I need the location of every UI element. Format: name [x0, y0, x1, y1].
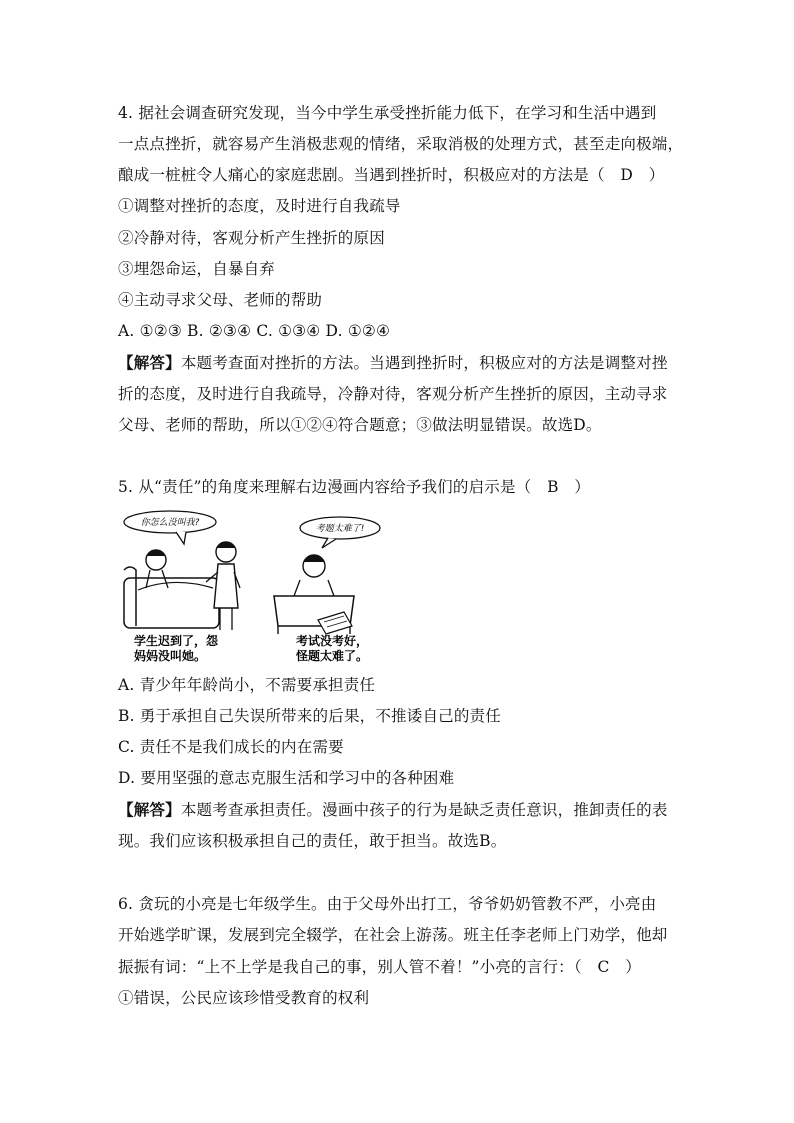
left-bubble-text: 你怎么没叫我?	[140, 518, 200, 528]
q5-stem: 5. 从“责任”的角度来理解右边漫画内容给予我们的启示是（ B ）	[118, 478, 591, 496]
q4-item-1: ①调整对挫折的态度，及时进行自我疏导	[118, 197, 401, 215]
q5-answer-tag: 【解答】	[118, 800, 181, 819]
q4-stem-line-2: 一点点挫折，就容易产生消极悲观的情绪，采取消极的处理方式，甚至走向极端，	[118, 135, 684, 153]
q6-stem-line-3: 振振有词：“上不上学是我自己的事，别人管不着！”小亮的言行：（ C ）	[118, 958, 641, 976]
q5-option-d: D. 要用坚强的意志克服生活和学习中的各种困难	[118, 769, 455, 787]
q5-explanation-line-2: 现。我们应该积极承担自己的责任，敢于担当。故选B。	[118, 832, 507, 850]
q4-item-3: ③埋怨命运，自暴自弃	[118, 260, 276, 278]
right-caption-line-1: 考试没考好，	[296, 634, 369, 648]
q6-stem-line-1: 6. 贪玩的小亮是七年级学生。由于父母外出打工，爷爷奶奶管教不严，小亮由	[118, 895, 657, 913]
q4-explanation-text-1: 本题考查面对挫折的方法。当遇到挫折时，积极应对的方法是调整对挫	[180, 354, 668, 372]
responsibility-comic	[118, 508, 398, 663]
q4-item-2: ②冷静对待，客观分析产生挫折的原因	[118, 229, 385, 247]
q5-explanation-line-1	[118, 800, 668, 820]
right-bubble-text: 考题太难了!	[315, 524, 365, 534]
q4-item-4: ④主动寻求父母、老师的帮助	[118, 291, 323, 309]
q5-explanation-text-1: 本题考查承担责任。漫画中孩子的行为是缺乏责任意识，推卸责任的表	[180, 801, 668, 819]
q4-explanation-line-1	[118, 353, 668, 373]
q4-explanation-line-3: 父母、老师的帮助，所以①②④符合题意；③做法明显错误。故选D。	[118, 416, 602, 434]
q5-option-a: A. 青少年年龄尚小，不需要承担责任	[118, 676, 376, 694]
q6-stem-line-2: 开始逃学旷课，发展到完全辍学，在社会上游荡。班主任李老师上门劝学，他却	[118, 926, 668, 944]
q4-explanation-line-2: 折的态度，及时进行自我疏导，冷静对待，客观分析产生挫折的原因，主动寻求	[118, 385, 668, 403]
q6-item-1: ①错误，公民应该珍惜受教育的权利	[118, 989, 370, 1007]
q4-stem-line-3: 酿成一桩桩令人痛心的家庭悲剧。当遇到挫折时，积极应对的方法是（ D ）	[118, 166, 665, 184]
left-caption-line-2: 妈妈没叫她。	[134, 649, 207, 663]
q5-option-c: C. 责任不是我们成长的内在需要	[118, 738, 344, 756]
q4-options: A. ①②③ B. ②③④ C. ①③④ D. ①②④	[118, 322, 391, 340]
comic-illustration	[118, 508, 398, 663]
left-caption-line-1: 学生迟到了，怨	[134, 634, 219, 648]
right-caption-line-2: 怪题太难了。	[296, 649, 369, 663]
q5-option-b: B. 勇于承担自己失误所带来的后果，不推诿自己的责任	[118, 707, 501, 725]
q4-answer-tag: 【解答】	[118, 353, 181, 372]
q4-stem-line-1: 4. 据社会调查研究发现，当今中学生承受挫折能力低下，在学习和生活中遇到	[118, 104, 657, 122]
